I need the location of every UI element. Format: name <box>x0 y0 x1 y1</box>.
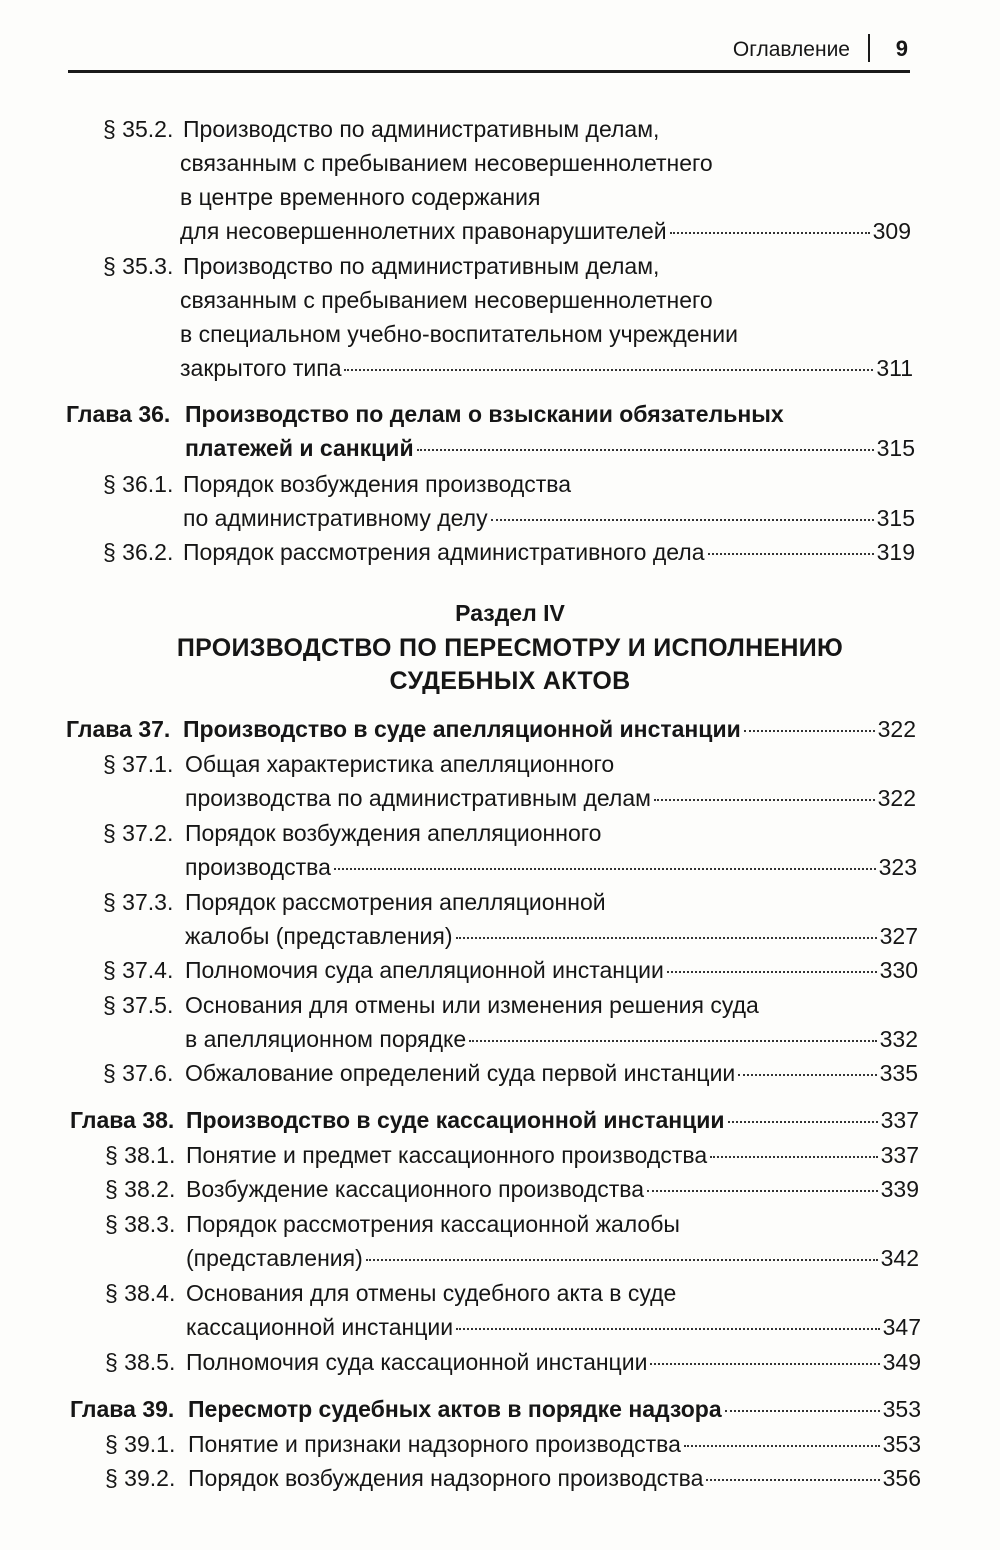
dot-leader <box>706 1479 879 1481</box>
entry-label: § 37.6. <box>103 1060 174 1086</box>
dot-leader <box>744 730 875 732</box>
entry-line: Полномочия суда апелляционной инстанции <box>185 957 664 983</box>
entry-label: § 38.2. <box>105 1176 176 1202</box>
entry-page: 342 <box>880 1245 919 1271</box>
page-header <box>68 30 910 73</box>
entry-line: Порядок рассмотрения апелляционной <box>185 889 606 915</box>
dot-leader <box>491 519 874 521</box>
entry-label: § 38.5. <box>105 1349 176 1375</box>
entry-page: 335 <box>879 1060 918 1086</box>
entry-line: Пересмотр судебных актов в порядке надзора <box>188 1396 722 1422</box>
entry-line: Порядок возбуждения производства <box>183 471 572 497</box>
entry-line: производства по административным делам <box>185 785 651 811</box>
entry-page: 315 <box>876 435 915 461</box>
dot-leader <box>710 1156 878 1158</box>
dot-leader <box>334 868 876 870</box>
dot-leader <box>670 232 870 234</box>
entry-line: Производство в суде кассационной инстанции <box>186 1107 725 1133</box>
entry-page: 309 <box>872 218 911 244</box>
entry-label: § 35.3. <box>103 253 174 279</box>
entry-line: Производство по делам о взыскании обязательных <box>185 401 784 427</box>
chapter-label: Глава 38. <box>70 1107 175 1133</box>
entry-label: § 37.1. <box>103 751 174 777</box>
entry-line: Основания для отмены или изменения решения суда <box>185 992 759 1018</box>
entry-label: § 37.2. <box>103 820 174 846</box>
entry-line: платежей и санкций <box>185 435 414 461</box>
entry-page: 323 <box>878 854 917 880</box>
dot-leader <box>667 971 877 973</box>
section-label: Раздел IV <box>455 600 565 626</box>
entry-line: Возбуждение кассационного производства <box>186 1176 645 1202</box>
dot-leader <box>650 1363 879 1365</box>
page-number: 9 <box>895 36 908 61</box>
dot-leader <box>456 937 877 939</box>
entry-label: § 37.3. <box>103 889 174 915</box>
entry-page: 353 <box>882 1396 921 1422</box>
entry-line: Основания для отмены судебного акта в суде <box>186 1280 677 1306</box>
section-title-continued: СУДЕБНЫХ АКТОВ <box>389 667 631 695</box>
entry-page: 347 <box>882 1314 921 1340</box>
entry-line: Производство в суде апелляционной инстанции <box>183 716 741 742</box>
header-divider <box>868 34 870 62</box>
entry-line: связанным с пребыванием несовершеннолетнего <box>180 150 713 176</box>
entry-page: 315 <box>876 505 915 531</box>
entry-page: 319 <box>876 539 915 565</box>
entry-line: кассационной инстанции <box>186 1314 454 1340</box>
entry-line: производства <box>185 854 331 880</box>
entry-line: в специальном учебно-воспитательном учреждении <box>180 321 738 347</box>
entry-line: Порядок возбуждения надзорного производства <box>188 1465 704 1491</box>
entry-line: Производство по административным делам, <box>183 116 660 142</box>
chapter-label: Глава 36. <box>66 401 171 427</box>
entry-page: 339 <box>880 1176 919 1202</box>
entry-line: в центре временного содержания <box>180 184 541 210</box>
entry-line: (представления) <box>186 1245 363 1271</box>
entry-label: § 38.3. <box>105 1211 176 1237</box>
section-title: ПРОИЗВОДСТВО ПО ПЕРЕСМОТРУ И ИСПОЛНЕНИЮ <box>176 634 844 662</box>
entry-line: связанным с пребыванием несовершеннолетнего <box>180 287 713 313</box>
dot-leader <box>738 1074 876 1076</box>
dot-leader <box>456 1328 880 1330</box>
dot-leader <box>728 1121 878 1123</box>
entry-line: Порядок рассмотрения кассационной жалобы <box>186 1211 680 1237</box>
entry-page: 322 <box>877 785 916 811</box>
dot-leader <box>344 369 873 371</box>
entry-page: 356 <box>882 1465 921 1491</box>
entry-line: Понятие и предмет кассационного производства <box>186 1142 708 1168</box>
entry-line: Понятие и признаки надзорного производства <box>188 1431 681 1457</box>
entry-label: § 37.5. <box>103 992 174 1018</box>
entry-page: 337 <box>880 1107 919 1133</box>
dot-leader <box>469 1040 876 1042</box>
dot-leader <box>654 799 875 801</box>
entry-page: 330 <box>879 957 918 983</box>
dot-leader <box>684 1445 880 1447</box>
chapter-label: Глава 39. <box>70 1396 175 1422</box>
running-title: Оглавление <box>732 38 850 61</box>
entry-page: 353 <box>882 1431 921 1457</box>
entry-line: закрытого типа <box>180 355 342 381</box>
dot-leader <box>708 553 874 555</box>
entry-page: 349 <box>882 1349 921 1375</box>
entry-label: § 37.4. <box>103 957 174 983</box>
entry-page: 311 <box>876 355 913 381</box>
entry-page: 337 <box>880 1142 919 1168</box>
entry-label: § 39.1. <box>105 1431 176 1457</box>
entry-label: § 38.1. <box>105 1142 176 1168</box>
entry-line: Полномочия суда кассационной инстанции <box>186 1349 648 1375</box>
entry-page: 332 <box>879 1026 918 1052</box>
dot-leader <box>417 449 874 451</box>
entry-label: § 39.2. <box>105 1465 176 1491</box>
dot-leader <box>647 1190 878 1192</box>
entry-line: Обжалование определений суда первой инстанции <box>185 1060 736 1086</box>
entry-line: Производство по административным делам, <box>183 253 660 279</box>
entry-label: § 38.4. <box>105 1280 176 1306</box>
entry-label: § 35.2. <box>103 116 174 142</box>
entry-line: Общая характеристика апелляционного <box>185 751 615 777</box>
dot-leader <box>366 1259 878 1261</box>
entry-page: 327 <box>879 923 918 949</box>
entry-label: § 36.2. <box>103 539 174 565</box>
entry-line: по административному делу <box>183 505 488 531</box>
entry-line: для несовершеннолетних правонарушителей <box>180 218 667 244</box>
entry-line: Порядок рассмотрения административного дела <box>183 539 705 565</box>
entry-line: в апелляционном порядке <box>185 1026 467 1052</box>
entry-line: Порядок возбуждения апелляционного <box>185 820 602 846</box>
entry-line: жалобы (представления) <box>185 923 453 949</box>
entry-page: 322 <box>877 716 916 742</box>
entry-label: § 36.1. <box>103 471 174 497</box>
chapter-label: Глава 37. <box>66 716 171 742</box>
dot-leader <box>725 1410 880 1412</box>
